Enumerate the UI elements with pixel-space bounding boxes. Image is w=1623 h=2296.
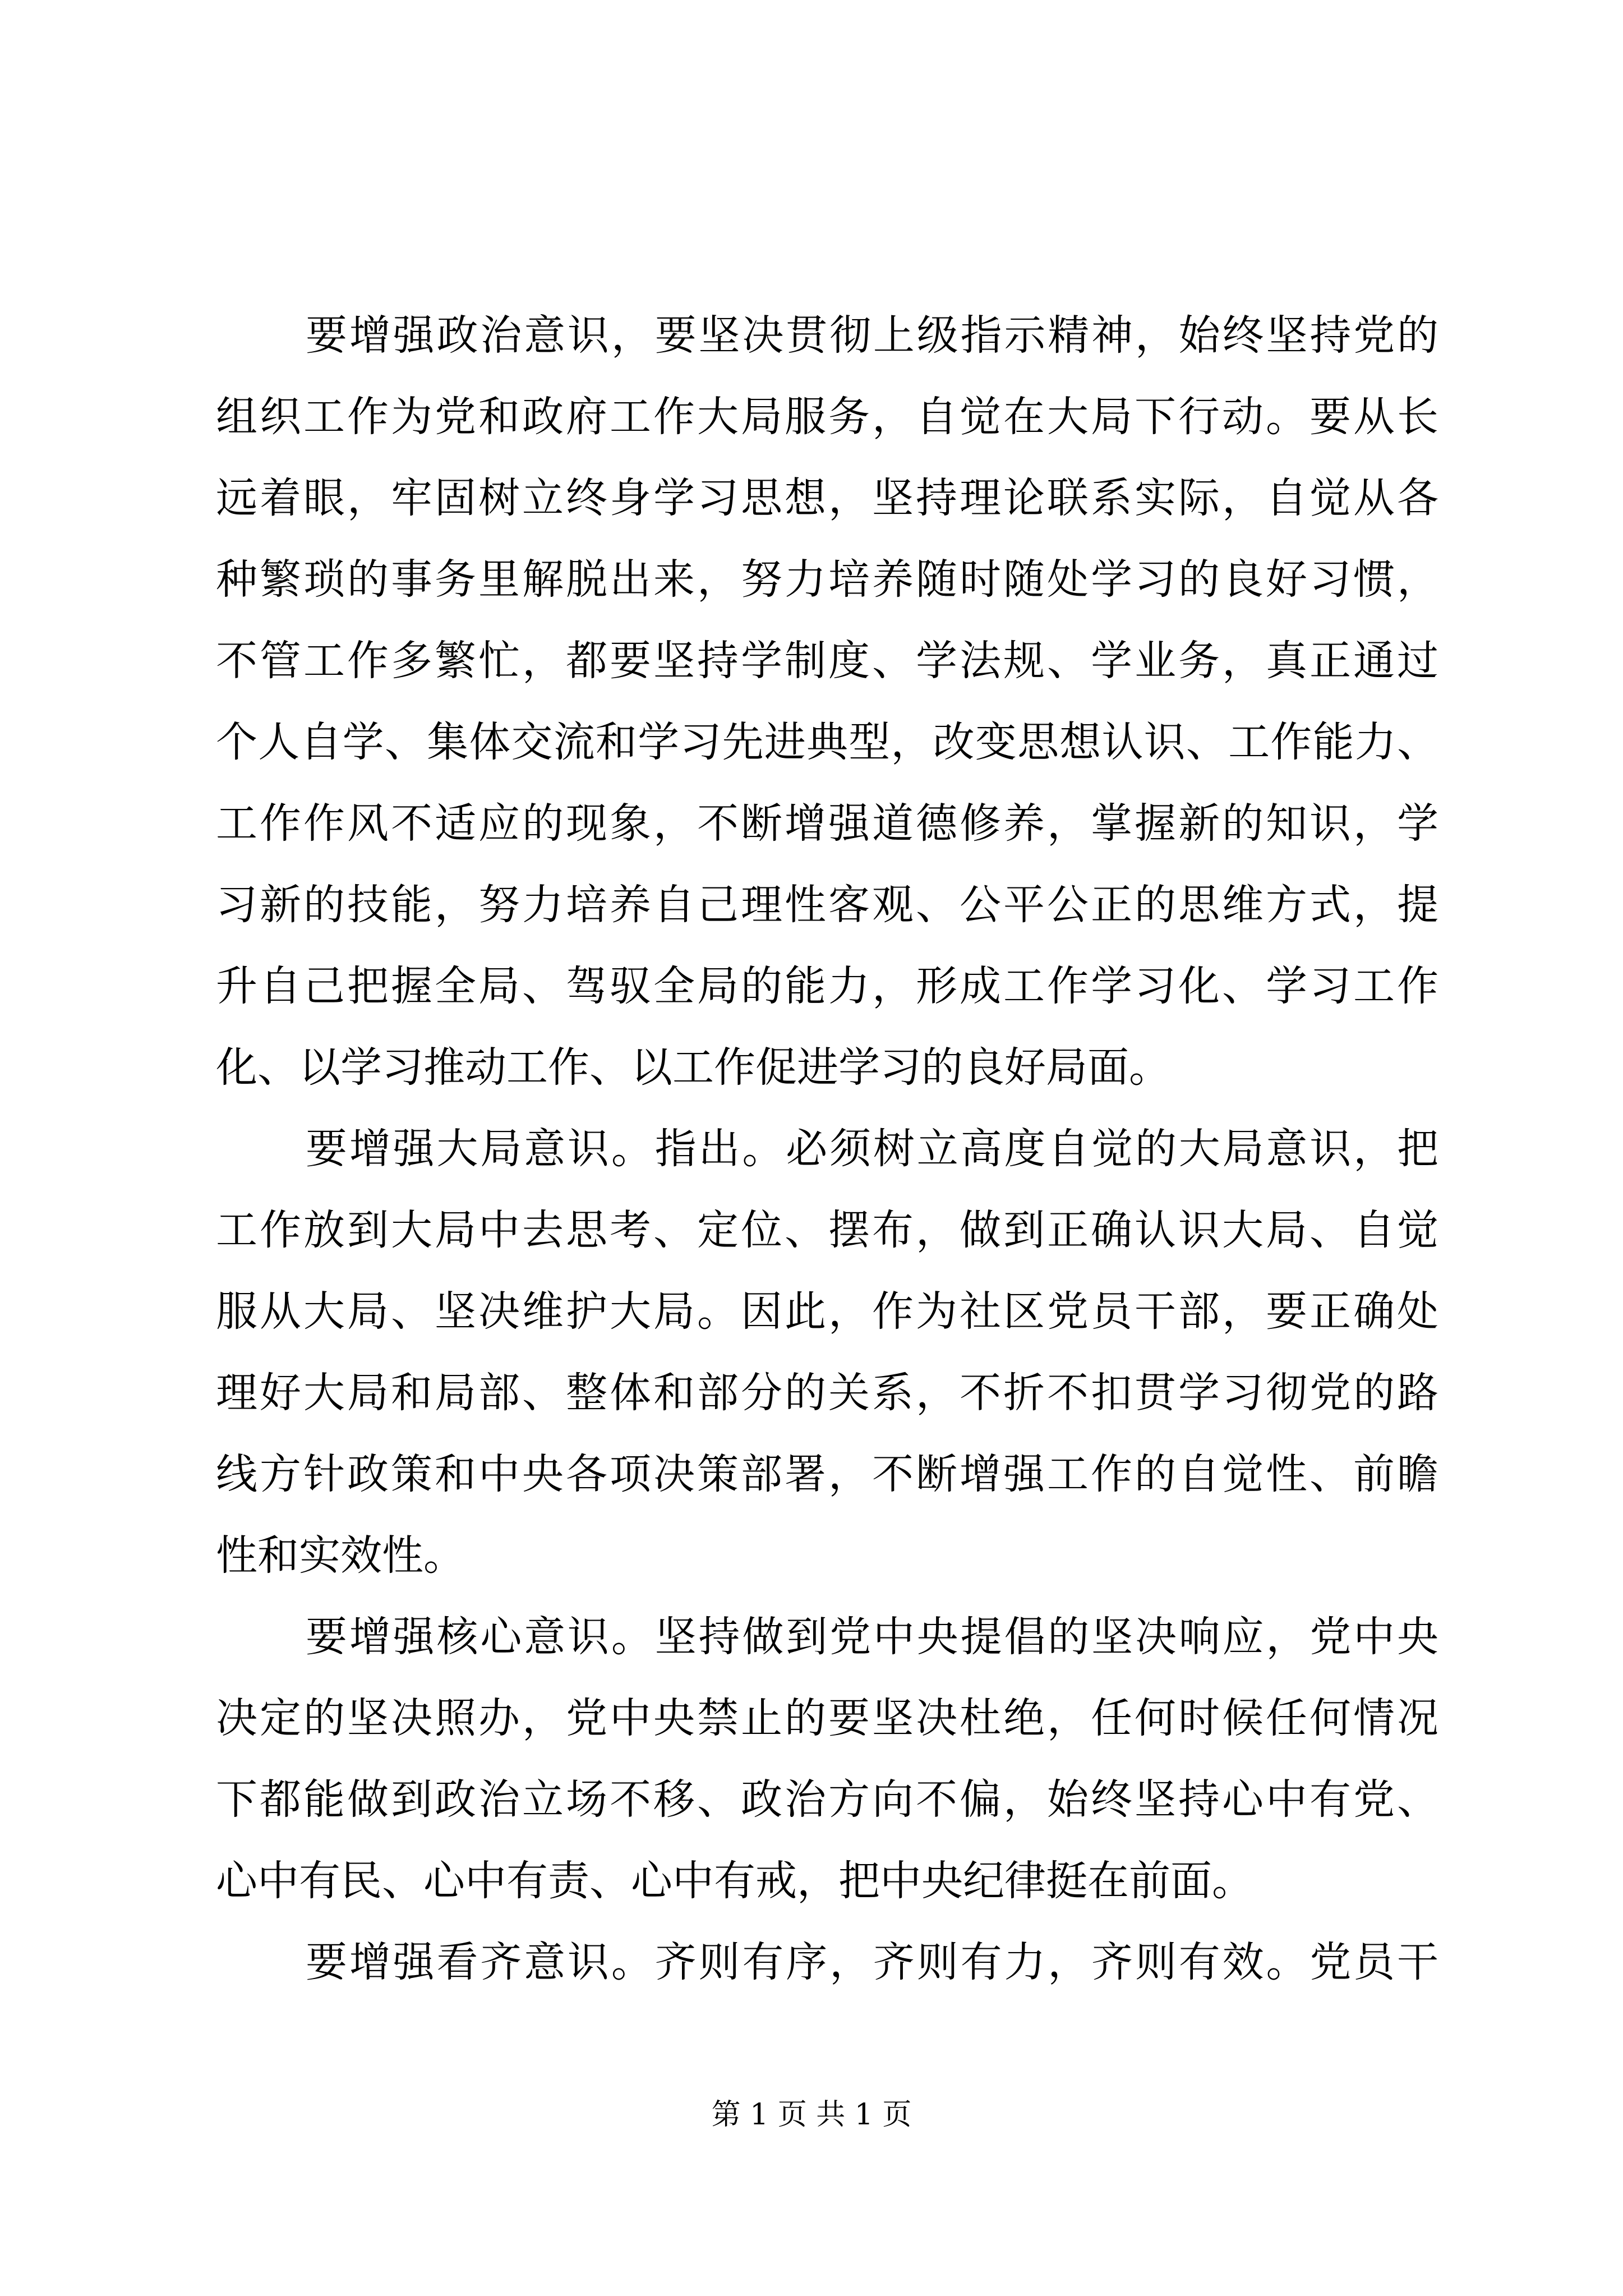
paragraph-2-line-6: 性和实效性。 (216, 1531, 465, 1580)
paragraph-3-line-3: 下都能做到政治立场不移、政治方向不偏，始终坚持心中有党、 (216, 1775, 1438, 1824)
paragraph-2-line-4: 理好大局和局部、整体和部分的关系，不折不扣贯学习彻党的路 (216, 1369, 1438, 1417)
paragraph-1-line-3: 远着眼，牢固树立终身学习思想，坚持理论联系实际，自觉从各 (216, 474, 1438, 522)
paragraph-1-line-10: 化、以学习推动工作、以工作促进学习的良好局面。 (216, 1043, 1170, 1092)
paragraph-1-line-7: 工作作风不适应的现象，不断增强道德修养，掌握新的知识，学 (216, 799, 1438, 848)
paragraph-3-line-2: 决定的坚决照办，党中央禁止的要坚决杜绝，任何时候任何情况 (216, 1694, 1438, 1742)
paragraph-1-line-1: 要增强政治意识，要坚决贯彻上级指示精神，始终坚持党的 (306, 311, 1438, 360)
paragraph-1-line-4: 种繁琐的事务里解脱出来，努力培养随时随处学习的良好习惯， (216, 555, 1438, 604)
paragraph-1-line-9: 升自己把握全局、驾驭全局的能力，形成工作学习化、学习工作 (216, 962, 1438, 1010)
paragraph-1-line-2: 组织工作为党和政府工作大局服务，自觉在大局下行动。要从长 (216, 393, 1438, 441)
paragraph-1-line-8: 习新的技能，努力培养自己理性客观、公平公正的思维方式，提 (216, 881, 1438, 929)
paragraph-2-line-5: 线方针政策和中央各项决策部署，不断增强工作的自觉性、前瞻 (216, 1450, 1438, 1498)
paragraph-2-line-2: 工作放到大局中去思考、定位、摆布，做到正确认识大局、自觉 (216, 1206, 1438, 1254)
paragraph-3-line-1: 要增强核心意识。坚持做到党中央提倡的坚决响应，党中央 (306, 1613, 1438, 1661)
paragraph-3-line-4: 心中有民、心中有责、心中有戒，把中央纪律挺在前面。 (216, 1857, 1253, 1905)
paragraph-2-line-1: 要增强大局意识。指出。必须树立高度自觉的大局意识，把 (306, 1125, 1438, 1173)
paragraph-1-line-5: 不管工作多繁忙，都要坚持学制度、学法规、学业务，真正通过 (216, 637, 1438, 685)
paragraph-1-line-6: 个人自学、集体交流和学习先进典型，改变思想认识、工作能力、 (216, 718, 1438, 766)
page-footer: 第 1 页 共 1 页 (711, 2098, 912, 2132)
paragraph-4-line-1: 要增强看齐意识。齐则有序，齐则有力，齐则有效。党员干 (306, 1938, 1438, 1986)
paragraph-2-line-3: 服从大局、坚决维护大局。因此，作为社区党员干部，要正确处 (216, 1287, 1438, 1336)
